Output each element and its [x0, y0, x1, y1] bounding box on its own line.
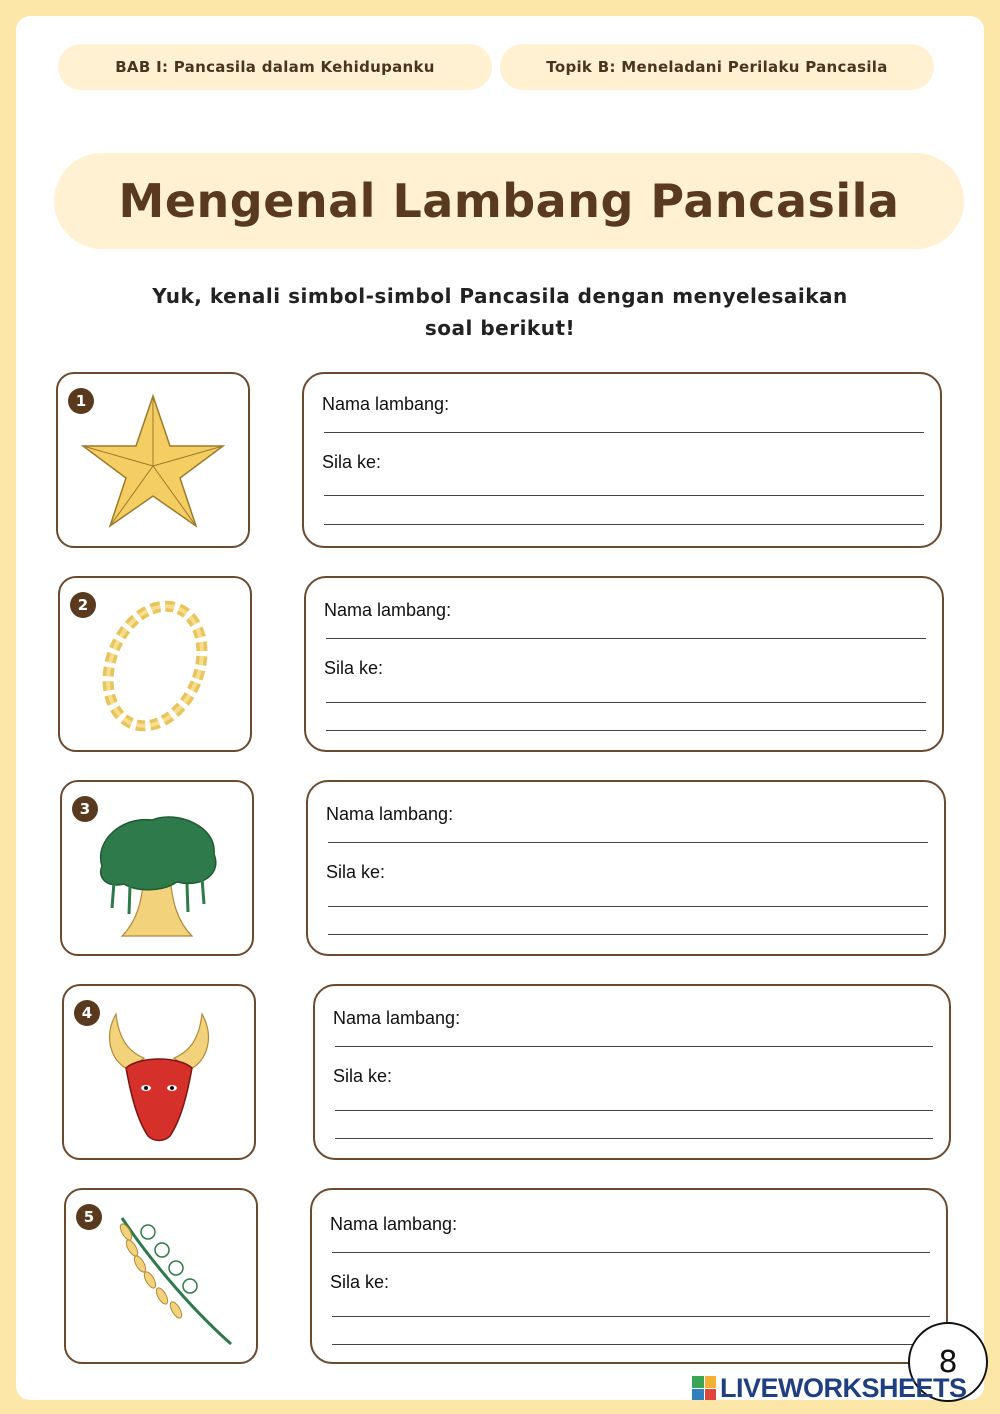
item-number-badge: 2: [70, 592, 96, 618]
page-number: 8: [908, 1322, 988, 1402]
sila-answer-line-1[interactable]: [328, 906, 928, 907]
sila-label: Sila ke:: [330, 1272, 390, 1292]
sila-answer-line-2[interactable]: [332, 1344, 930, 1345]
instruction-line-1: Yuk, kenali simbol-simbol Pancasila dengan menyelesaikan: [152, 284, 848, 308]
sila-answer-line-1[interactable]: [332, 1316, 930, 1317]
item-number-badge: 1: [68, 388, 94, 414]
answer-card-3: [306, 780, 946, 956]
instruction-line-2: soal berikut!: [424, 316, 576, 340]
sila-label: Sila ke:: [333, 1066, 393, 1086]
symbol-card-4: [62, 984, 256, 1160]
brand-text: LIVEWORKSHEETS: [720, 1372, 967, 1403]
name-label: Nama lambang:: [333, 1008, 461, 1028]
chain-icon: [80, 592, 230, 734]
symbol-card-2: [58, 576, 252, 752]
liveworksheets-logo-icon: [692, 1376, 716, 1400]
star-icon: [78, 388, 228, 530]
topic-label: Topik B: Meneladani Perilaku Pancasila: [546, 58, 888, 76]
name-answer-line[interactable]: [326, 638, 926, 639]
symbol-card-5: [64, 1188, 258, 1364]
page-title: Mengenal Lambang Pancasila: [118, 174, 900, 228]
sila-answer-line-1[interactable]: [326, 702, 926, 703]
sila-answer-line-2[interactable]: [328, 934, 928, 935]
answer-card-5: [310, 1188, 948, 1364]
item-number-badge: 5: [76, 1204, 102, 1230]
name-label: Nama lambang:: [330, 1214, 458, 1234]
bull-head-icon: [84, 1000, 234, 1142]
rice-cotton-icon: [86, 1204, 236, 1346]
item-number-badge: 4: [74, 1000, 100, 1026]
answer-card-2: [304, 576, 944, 752]
sila-answer-line-2[interactable]: [335, 1138, 933, 1139]
symbol-card-3: [60, 780, 254, 956]
topic-chip: [500, 44, 934, 90]
name-answer-line[interactable]: [332, 1252, 930, 1253]
chapter-label: BAB I: Pancasila dalam Kehidupanku: [115, 58, 435, 76]
sila-answer-line-2[interactable]: [326, 730, 926, 731]
answer-card-4: [313, 984, 951, 1160]
sila-label: Sila ke:: [322, 452, 382, 472]
sila-label: Sila ke:: [326, 862, 386, 882]
sila-label: Sila ke:: [324, 658, 384, 678]
answer-card-1: [302, 372, 942, 548]
name-label: Nama lambang:: [326, 804, 454, 824]
name-label: Nama lambang:: [324, 600, 452, 620]
name-label: Nama lambang:: [322, 394, 450, 414]
name-answer-line[interactable]: [324, 432, 924, 433]
symbol-card-1: [56, 372, 250, 548]
banyan-tree-icon: [82, 796, 232, 938]
sila-answer-line-2[interactable]: [324, 524, 924, 525]
item-number-badge: 3: [72, 796, 98, 822]
chapter-chip: [58, 44, 492, 90]
instruction-text: [100, 280, 900, 344]
name-answer-line[interactable]: [335, 1046, 933, 1047]
sila-answer-line-1[interactable]: [324, 495, 924, 496]
liveworksheets-logo: [692, 1373, 967, 1403]
title-banner: [54, 153, 964, 249]
sila-answer-line-1[interactable]: [335, 1110, 933, 1111]
name-answer-line[interactable]: [328, 842, 928, 843]
